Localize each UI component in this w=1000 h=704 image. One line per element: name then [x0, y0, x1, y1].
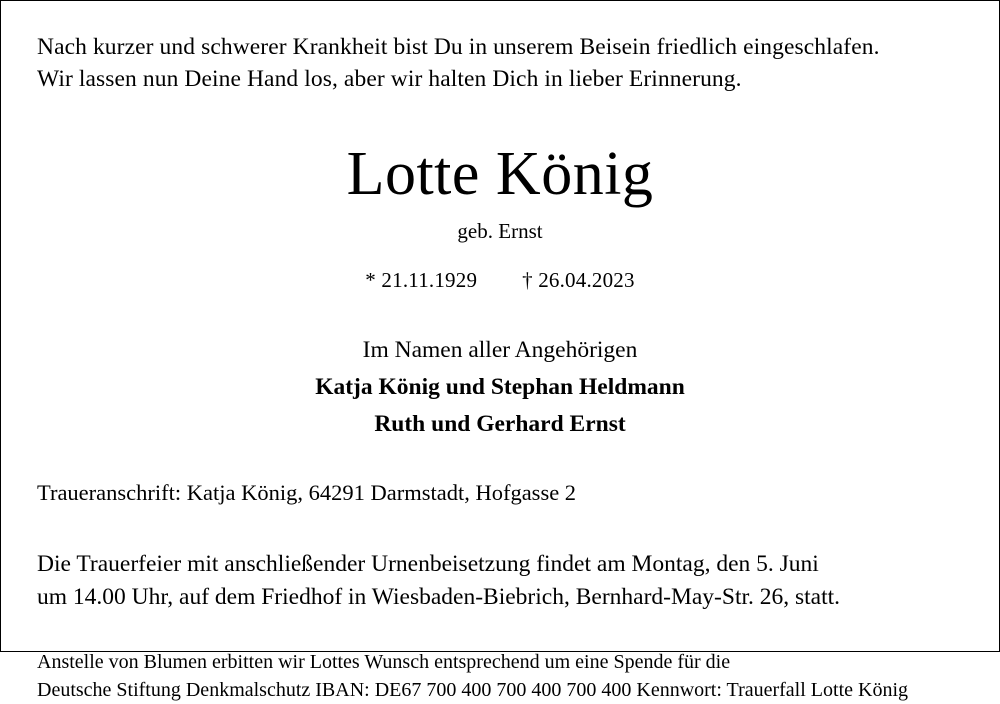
family-member: Ruth und Gerhard Ernst — [374, 410, 626, 437]
name-block — [37, 139, 963, 293]
family-intro: Im Namen aller Angehörigen — [362, 336, 638, 363]
ceremony-details — [37, 548, 963, 614]
deceased-name: Lotte König — [346, 139, 654, 208]
intro-line: Wir lassen nun Deine Hand los, aber wir halten Dich in lieber Erinnerung. — [37, 66, 742, 93]
ceremony-line: Die Trauerfeier mit anschließender Urnenbeisetzung findet am Montag, den 5. Juni — [37, 550, 819, 577]
donation-line: Deutsche Stiftung Denkmalschutz IBAN: DE67 700 400 700 400 700 400 Kennwort: Trauerfall Lotte König — [37, 678, 908, 701]
mourning-address: Traueranschrift: Katja König, 64291 Darmstadt, Hofgasse 2 — [37, 479, 577, 505]
death-date: † 26.04.2023 — [522, 267, 635, 292]
donation-note — [37, 648, 963, 704]
family-block — [37, 337, 963, 438]
life-dates — [37, 268, 963, 293]
maiden-name: geb. Ernst — [457, 218, 543, 243]
ceremony-line: um 14.00 Uhr, auf dem Friedhof in Wiesbaden-Biebrich, Bernhard-May-Str. 26, statt. — [37, 583, 841, 610]
family-member: Katja König und Stephan Heldmann — [315, 373, 685, 400]
donation-line: Anstelle von Blumen erbitten wir Lottes Wunsch entsprechend um eine Spende für die — [37, 650, 731, 673]
intro-line: Nach kurzer und schwerer Krankheit bist Du in unserem Beisein friedlich eingeschlafen. — [37, 34, 880, 60]
birth-date: * 21.11.1929 — [365, 267, 478, 292]
intro-text — [37, 31, 963, 96]
